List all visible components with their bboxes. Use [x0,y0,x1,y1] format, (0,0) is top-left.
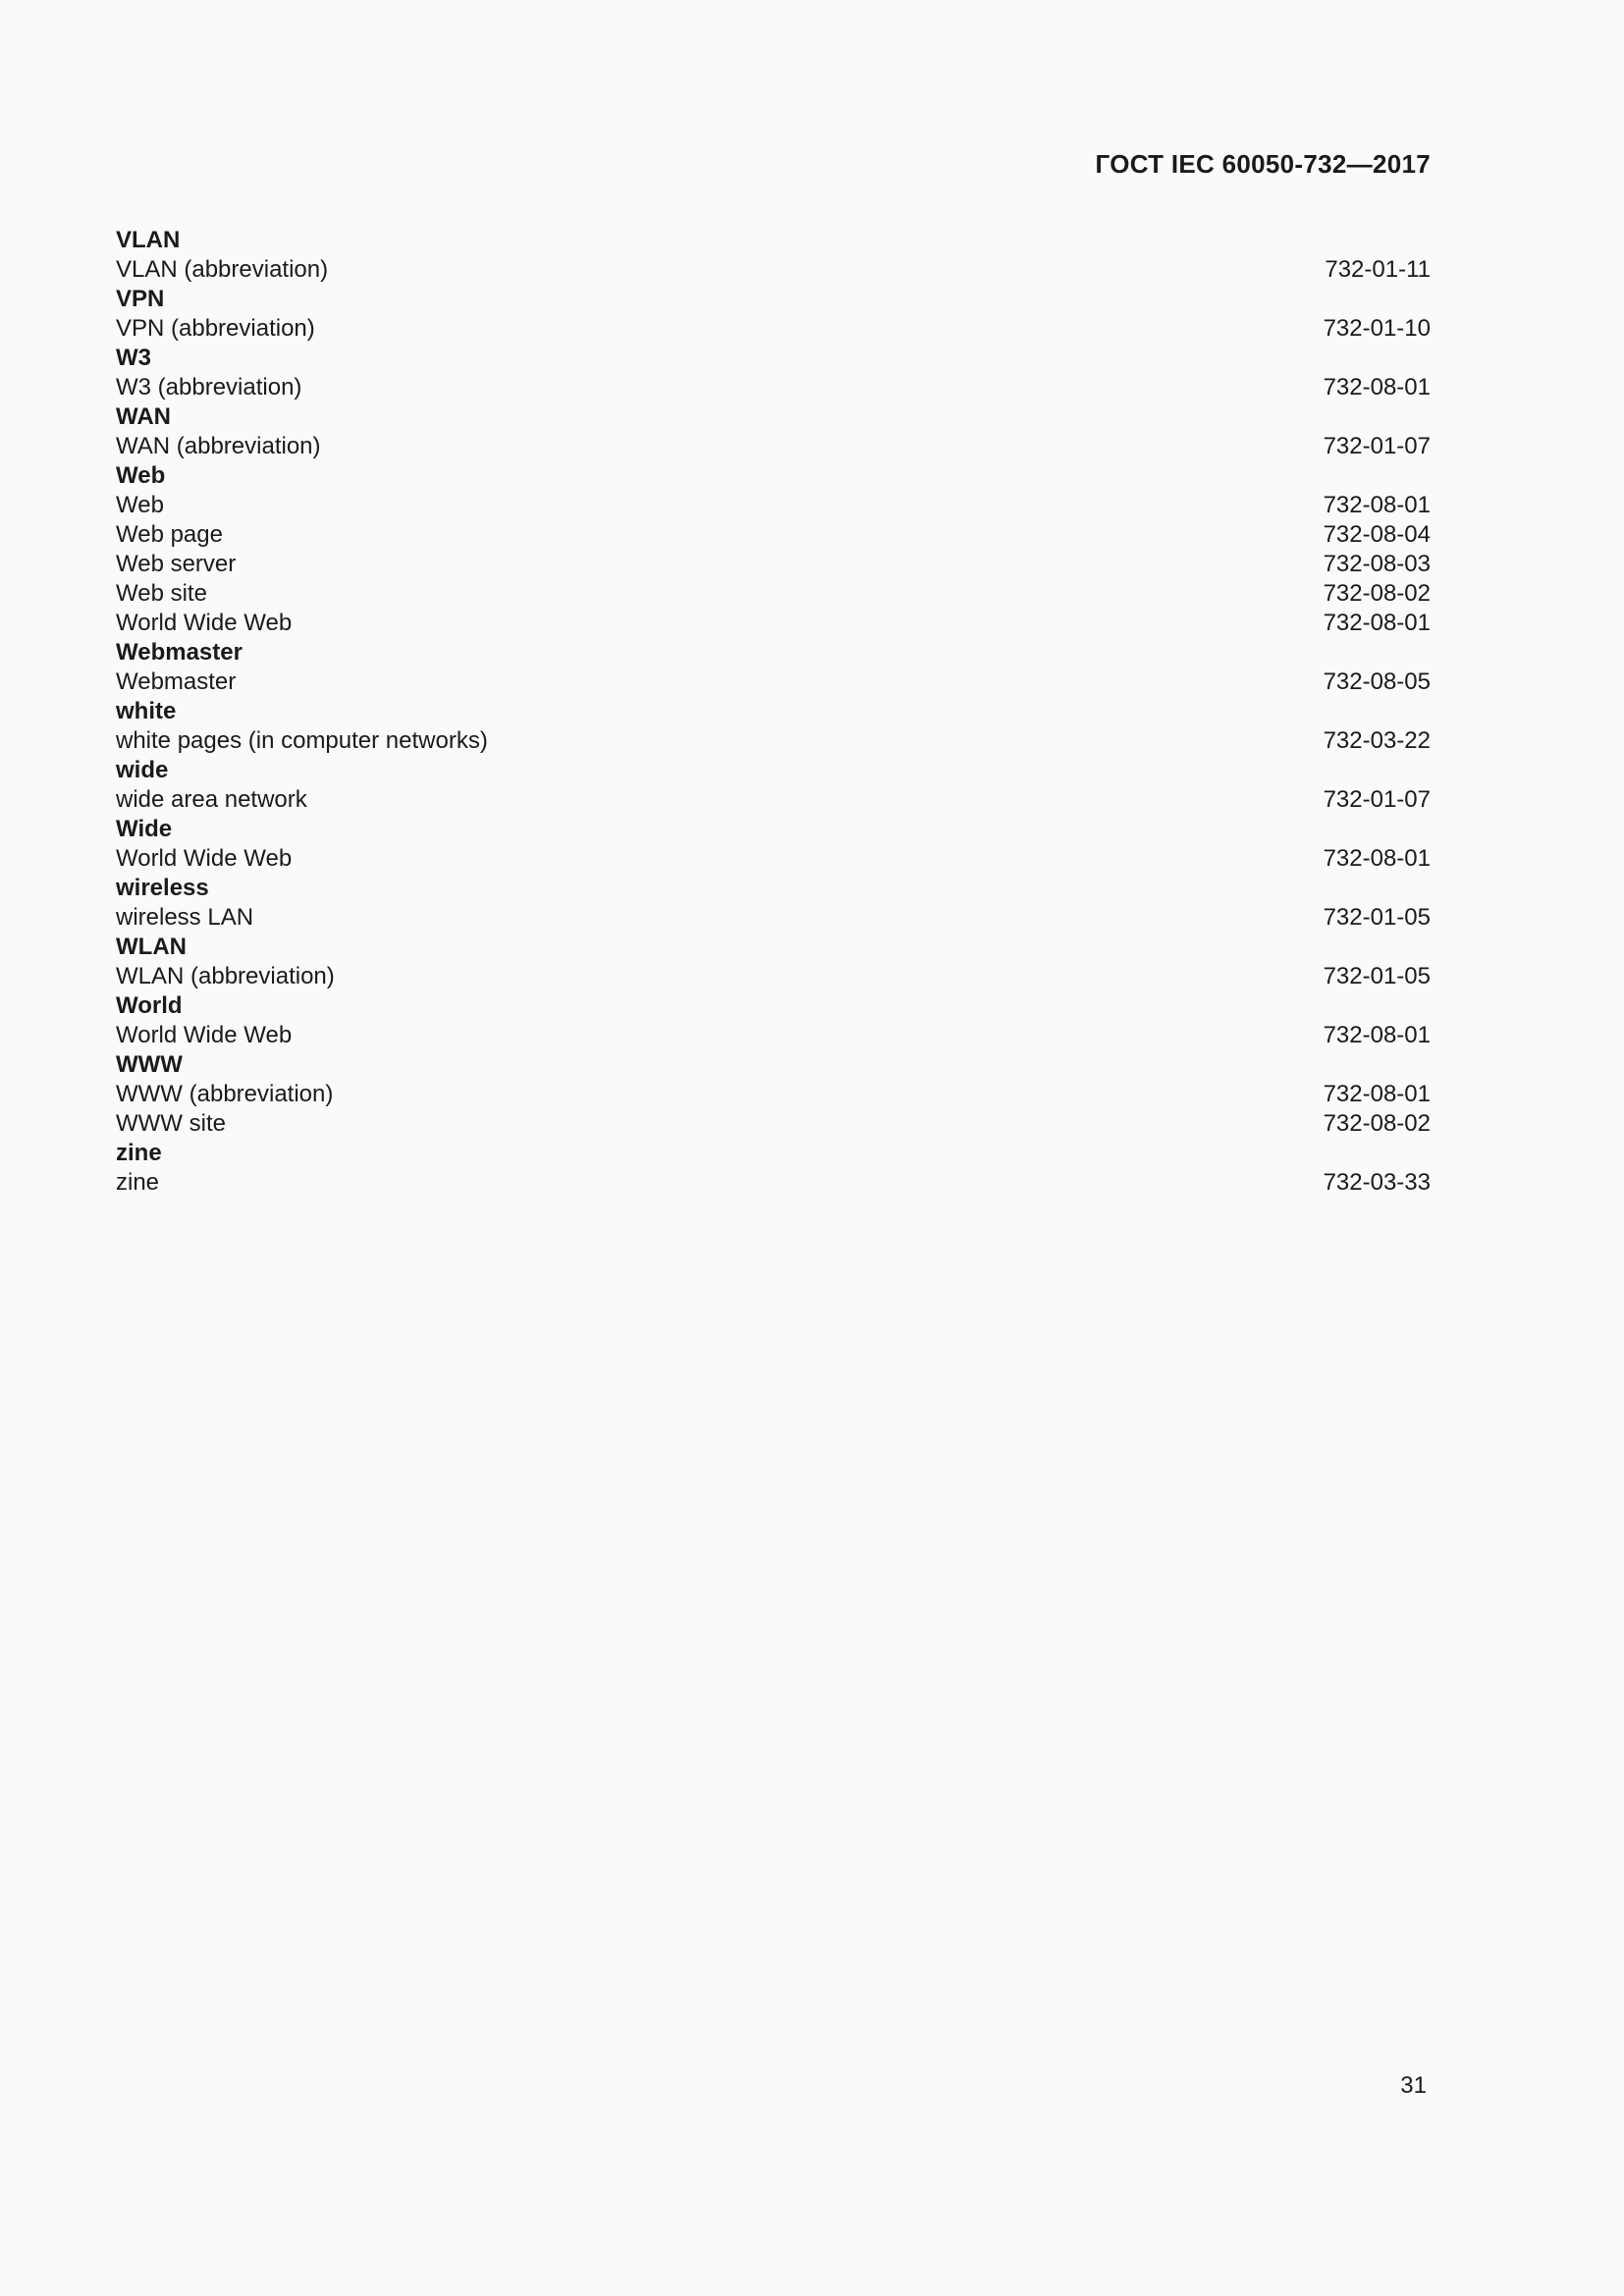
index-group [116,461,1431,638]
entry-reference: 732-08-05 [1323,668,1431,695]
group-heading: zine [116,1140,162,1166]
entry-reference: 732-08-01 [1323,610,1431,636]
index-entry [116,373,1431,402]
entry-term: wireless LAN [116,904,254,931]
index-group [116,933,1431,991]
index-entry [116,520,1431,550]
entry-term: WLAN (abbreviation) [116,963,335,989]
index-group [116,874,1431,933]
index-group [116,344,1431,402]
group-heading: Webmaster [116,639,243,666]
index-entry [116,726,1431,756]
entry-reference: 732-08-01 [1323,492,1431,518]
index-entry [116,844,1431,874]
index-entry [116,667,1431,697]
index-group [116,1139,1431,1198]
entry-term: W3 (abbreviation) [116,374,302,400]
group-heading: World [116,992,183,1019]
entry-reference: 732-01-07 [1323,433,1431,459]
group-heading: wireless [116,875,209,901]
index-entry [116,255,1431,285]
group-heading: WWW [116,1051,183,1078]
document-header: ГОСТ IEC 60050-732—2017 [1095,149,1431,179]
entry-reference: 732-03-33 [1323,1169,1431,1196]
entry-reference: 732-01-05 [1323,904,1431,931]
index-entry [116,903,1431,933]
entry-term: World Wide Web [116,610,293,636]
entry-term: Web server [116,551,237,577]
index-entry [116,1080,1431,1109]
index-entry [116,609,1431,638]
group-heading: VLAN [116,227,181,253]
entry-term: WAN (abbreviation) [116,433,321,459]
page-number: 31 [1400,2072,1427,2099]
group-heading: WAN [116,403,171,430]
alphabetical-index [116,226,1431,1198]
entry-term: WWW site [116,1110,226,1137]
entry-reference: 732-01-05 [1323,963,1431,989]
index-entry [116,579,1431,609]
group-heading: W3 [116,345,151,371]
entry-term: WWW (abbreviation) [116,1081,334,1107]
entry-reference: 732-01-07 [1323,786,1431,813]
entry-reference: 732-01-10 [1323,315,1431,342]
index-entry [116,962,1431,991]
index-group [116,638,1431,697]
index-entry [116,491,1431,520]
index-group [116,1050,1431,1139]
entry-term: zine [116,1169,160,1196]
index-entry [116,314,1431,344]
index-group [116,697,1431,756]
index-entry [116,432,1431,461]
entry-reference: 732-08-01 [1323,1081,1431,1107]
index-group [116,402,1431,461]
index-group [116,285,1431,344]
entry-reference: 732-03-22 [1323,727,1431,754]
group-heading: white [116,698,177,724]
entry-term: Webmaster [116,668,237,695]
entry-reference: 732-08-02 [1323,1110,1431,1137]
entry-term: wide area network [116,786,307,813]
index-entry [116,1168,1431,1198]
group-heading: WLAN [116,934,187,960]
entry-reference: 732-08-01 [1323,374,1431,400]
index-group [116,991,1431,1050]
group-heading: wide [116,757,169,783]
entry-term: VPN (abbreviation) [116,315,315,342]
entry-term: Web [116,492,164,518]
index-group [116,815,1431,874]
index-entry [116,1021,1431,1050]
index-group [116,226,1431,285]
entry-term: World Wide Web [116,845,293,872]
entry-reference: 732-08-04 [1323,521,1431,548]
index-group [116,756,1431,815]
entry-term: Web page [116,521,223,548]
entry-term: World Wide Web [116,1022,293,1048]
entry-term: Web site [116,580,207,607]
index-entry [116,550,1431,579]
entry-reference: 732-01-11 [1325,256,1431,283]
index-entry [116,1109,1431,1139]
group-heading: Wide [116,816,173,842]
entry-term: VLAN (abbreviation) [116,256,329,283]
index-entry [116,785,1431,815]
entry-term: white pages (in computer networks) [116,727,488,754]
group-heading: Web [116,462,166,489]
entry-reference: 732-08-02 [1323,580,1431,607]
entry-reference: 732-08-01 [1323,1022,1431,1048]
group-heading: VPN [116,286,165,312]
entry-reference: 732-08-03 [1323,551,1431,577]
entry-reference: 732-08-01 [1323,845,1431,872]
